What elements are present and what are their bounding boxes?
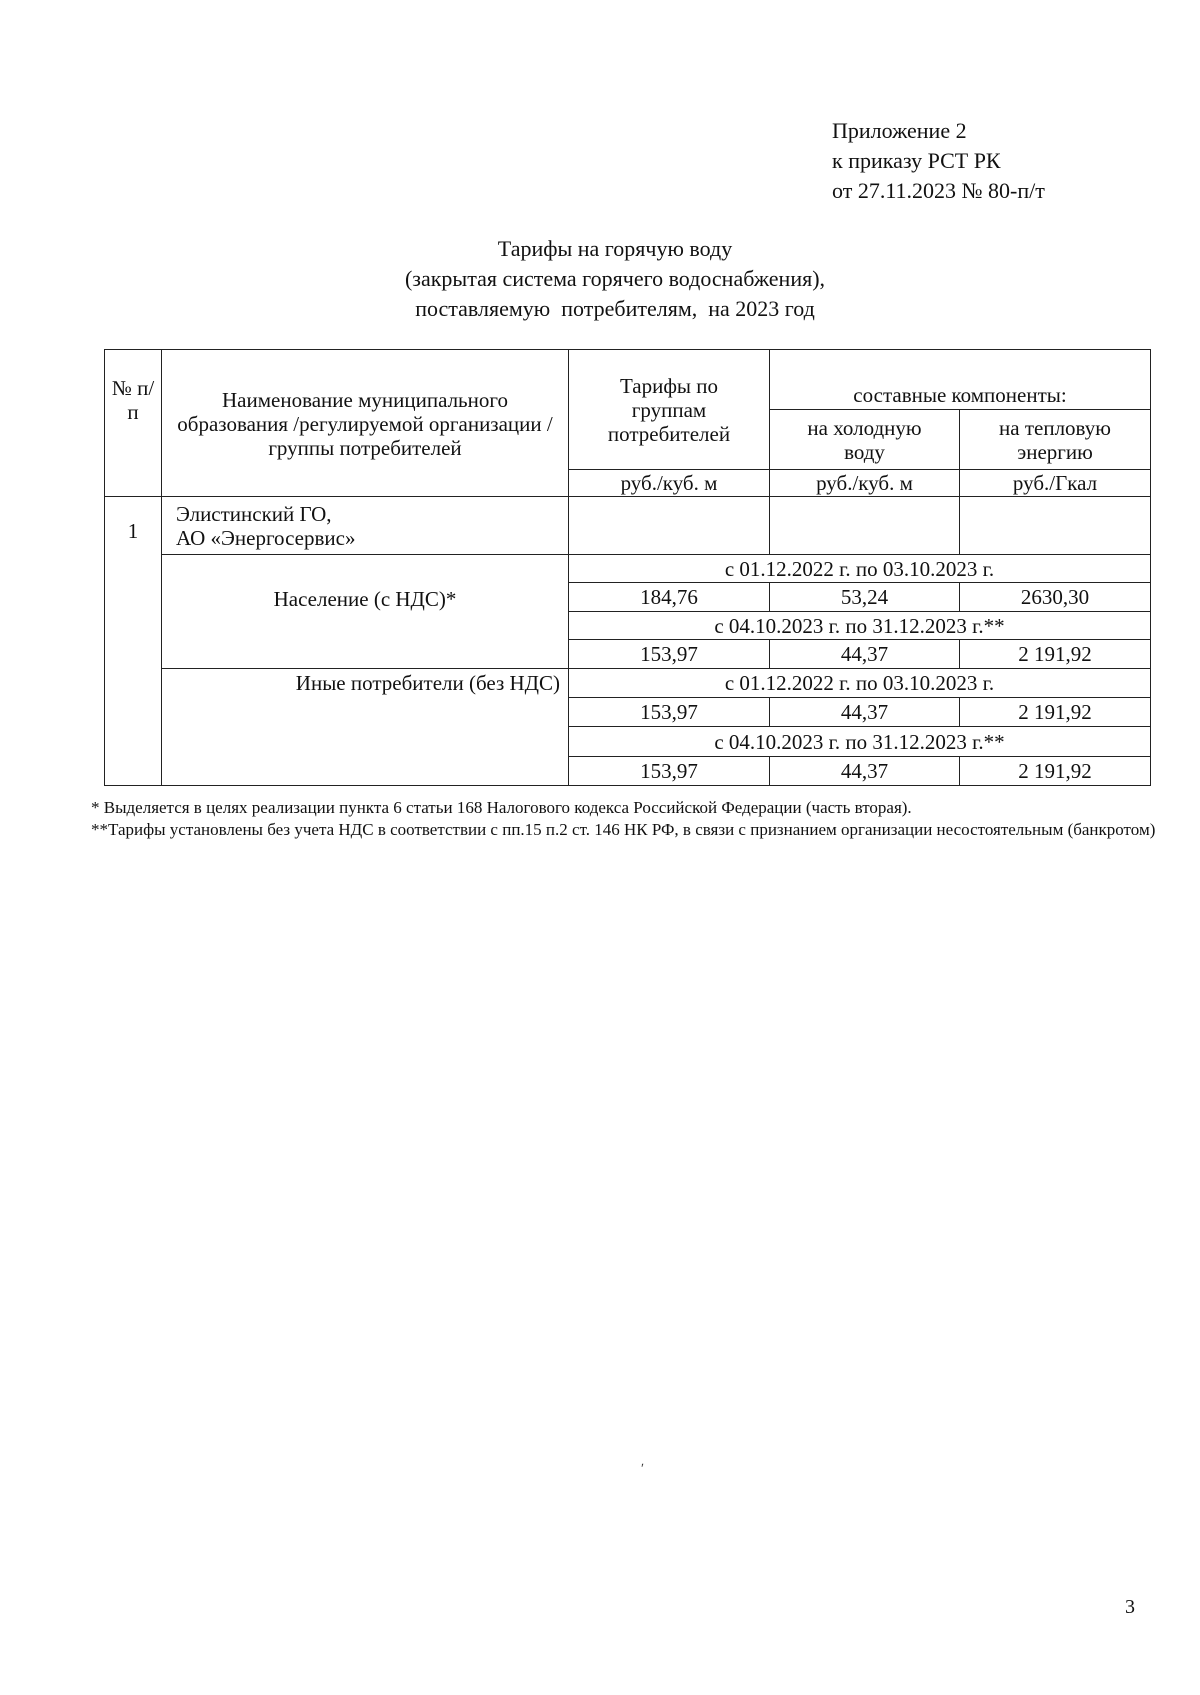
appendix-line-2: к приказу РСТ РК <box>832 148 1001 173</box>
title-line-1: Тарифы на горячую воду <box>497 236 733 261</box>
table-row <box>105 555 1151 583</box>
empty-cell <box>569 497 770 555</box>
period-label: с 01.12.2022 г. по 03.10.2023 г. <box>569 555 1151 583</box>
title-line-2: (закрытая система горячего водоснабжения), <box>404 266 826 291</box>
cold-water-value: 44,37 <box>770 640 960 669</box>
cold-water-value: 44,37 <box>770 698 960 727</box>
footnotes <box>91 797 1171 841</box>
footnote-vat: * Выделяется в целях реализации пункта 6 статьи 168 Налогового кодекса Российской Федерации (часть вторая). <box>91 798 912 817</box>
heat-energy-value: 2 191,92 <box>960 640 1151 669</box>
heat-energy-value: 2630,30 <box>960 583 1151 612</box>
document-title <box>0 234 1200 324</box>
tariff-value: 153,97 <box>569 757 770 786</box>
period-label: с 04.10.2023 г. по 31.12.2023 г.** <box>569 612 1151 640</box>
row-number: 1 <box>105 497 162 786</box>
appendix-reference <box>832 116 1045 206</box>
unit-tariffs: руб./куб. м <box>569 470 770 497</box>
appendix-line-1: Приложение 2 <box>832 118 967 143</box>
period-label: с 01.12.2022 г. по 03.10.2023 г. <box>569 669 1151 698</box>
tariff-value: 153,97 <box>569 640 770 669</box>
header-name: Наименование муниципального образования /регулируемой организации / группы потребителей <box>162 350 569 497</box>
title-line-3: поставляемую потребителям, на 2023 год <box>415 296 815 321</box>
header-heat-energy: на тепловую энергию <box>960 410 1151 470</box>
heat-energy-value: 2 191,92 <box>960 698 1151 727</box>
header-components: составные компоненты: <box>770 350 1151 410</box>
cold-water-value: 53,24 <box>770 583 960 612</box>
footnote-bankruptcy: **Тарифы установлены без учета НДС в соответствии с пп.15 п.2 ст. 146 НК РФ, в связи с признанием организации несостоятельным (банкротом) <box>91 820 1156 839</box>
group-name-other: Иные потребители (без НДС) <box>162 669 569 786</box>
header-cold-water: на холодную воду <box>770 410 960 470</box>
tariff-table <box>104 349 1151 786</box>
organization-line-1: Элистинский ГО, <box>176 501 332 526</box>
scan-mark: ʹ <box>641 1462 645 1477</box>
header-tariffs: Тарифы по группам потребителей <box>569 350 770 470</box>
empty-cell <box>960 497 1151 555</box>
empty-cell <box>770 497 960 555</box>
heat-energy-value: 2 191,92 <box>960 757 1151 786</box>
tariff-value: 184,76 <box>569 583 770 612</box>
cold-water-value: 44,37 <box>770 757 960 786</box>
unit-cold-water: руб./куб. м <box>770 470 960 497</box>
header-number: № п/п <box>105 350 162 497</box>
page-number: 3 <box>1125 1596 1135 1618</box>
period-label: с 04.10.2023 г. по 31.12.2023 г.** <box>569 727 1151 757</box>
organization-name <box>162 497 569 555</box>
tariff-value: 153,97 <box>569 698 770 727</box>
group-name-population: Население (с НДС)* <box>162 555 569 669</box>
appendix-line-3: от 27.11.2023 № 80-п/т <box>832 178 1045 203</box>
organization-line-2: АО «Энергосервис» <box>176 525 356 550</box>
unit-heat-energy: руб./Гкал <box>960 470 1151 497</box>
table-row <box>105 669 1151 698</box>
